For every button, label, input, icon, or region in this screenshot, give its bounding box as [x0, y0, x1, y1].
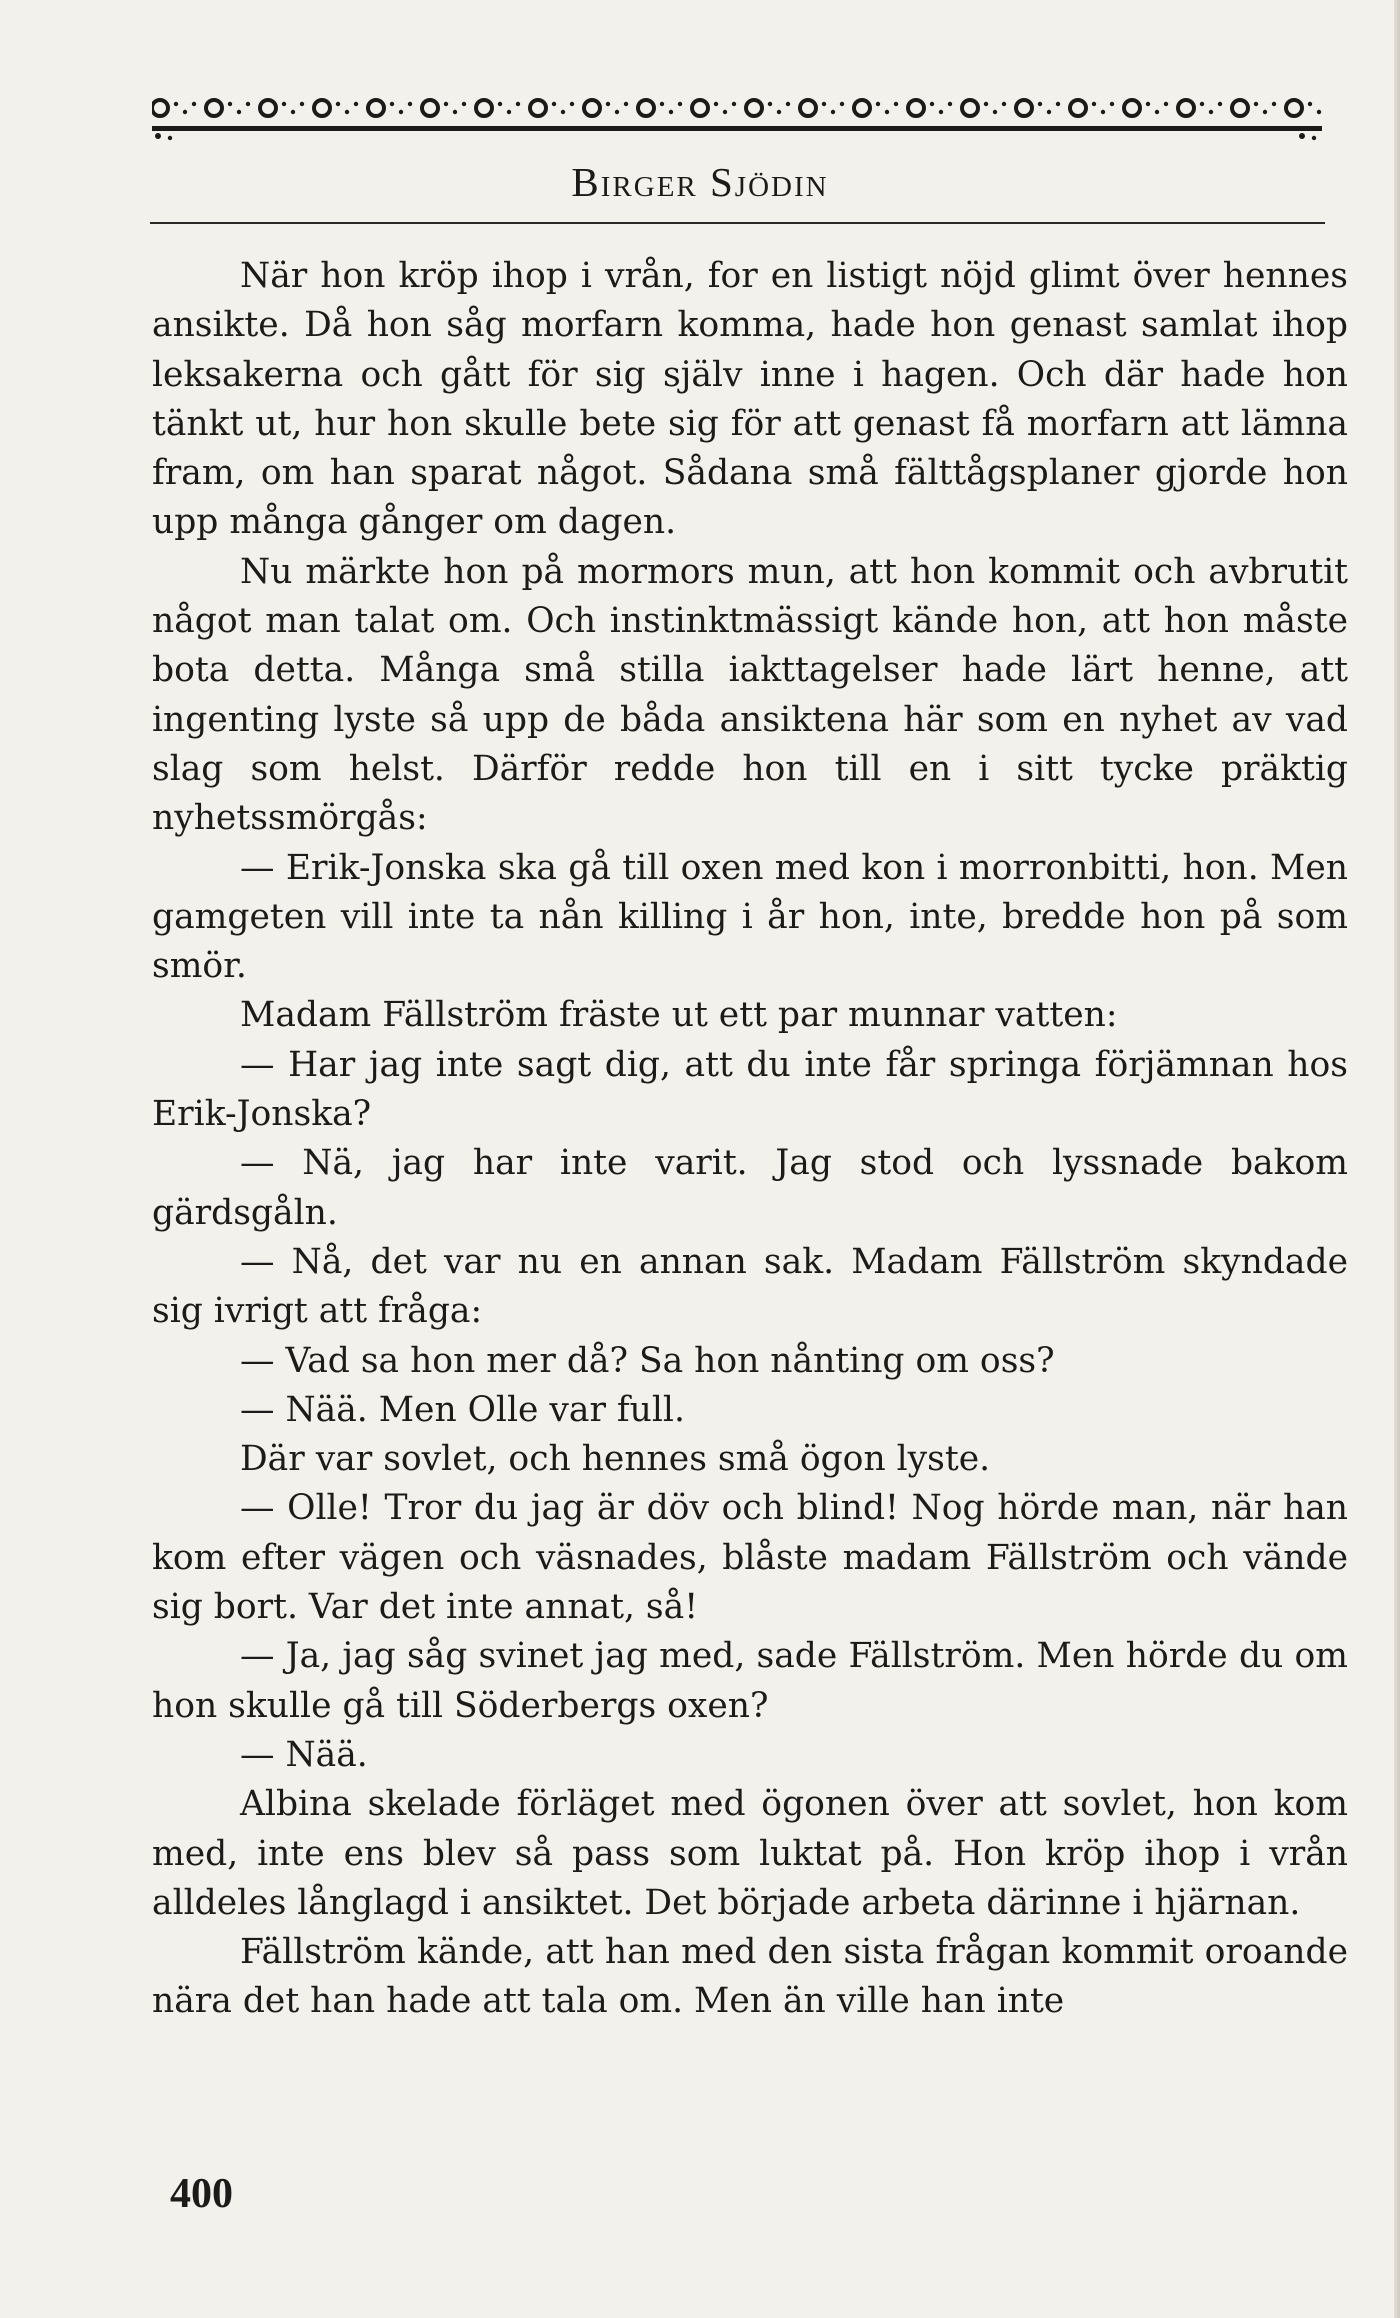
ornament-ring [530, 100, 546, 116]
ornament-dot [1218, 102, 1222, 106]
ornament-ring [854, 100, 870, 116]
ornament-dot [768, 102, 772, 106]
ornament-dot [561, 110, 565, 114]
ornament-band-icon [152, 74, 1322, 144]
body-paragraph: Fällström kände, att han med den sista frågan kommit oroande nära det han hade att tala om. Men än ville han inte [152, 1932, 1348, 2022]
body-paragraph: Albina skelade förläget med ögonen över att sovlet, hon kom med, inte ens blev så pass som luktat på. Hon kröp ihop i vrån alldeles långlagd i ansiktet. Det började arbeta därinne i hjärnan. [152, 1784, 1348, 1923]
ornament-dot [777, 110, 781, 114]
ornament-ring [692, 100, 708, 116]
body-paragraph: Nu märkte hon på mormors mun, att hon kommit och avbrutit något man talat om. Och instinktmässigt kände hon, att hon måste bota detta. Många små stilla iakttagelser hade lärt henne, att ingenting lyste så upp de båda ansiktena här som en nyhet av vad slag som helst. Därför redde hon till en i sitt tycke präktig nyhetssmörgås: [152, 551, 1348, 839]
ornament-dot [885, 110, 889, 114]
ornament-ring [422, 100, 438, 116]
ornament-dot [1317, 110, 1321, 114]
body-paragraph: — Har jag inte sagt dig, att du inte får springa förjämnan hos Erik-Jonska? [152, 1044, 1348, 1135]
ornament-dot [615, 110, 619, 114]
ornament-ring [368, 100, 384, 116]
ornament-dot [174, 102, 178, 106]
ornament-ring [1286, 100, 1302, 116]
ornament-ring [1178, 100, 1194, 116]
ornament-dot [669, 110, 673, 114]
ornament-ring [584, 100, 600, 116]
ornament-dot [192, 102, 196, 106]
ornament-dot [552, 102, 556, 106]
ornament-ring [1232, 100, 1248, 116]
ornament-ring [1016, 100, 1032, 116]
ornament-dot [876, 102, 880, 106]
ornament-dot [444, 102, 448, 106]
ornament-ring [1070, 100, 1086, 116]
ornament-dot [390, 102, 394, 106]
ornament-dot [345, 110, 349, 114]
body-paragraph: Madam Fällström fräste ut ett par munnar vatten: [240, 995, 1118, 1036]
body-paragraph: — Ja, jag såg svinet jag med, sade Fällström. Men hörde du om hon skulle gå till Söderbergs oxen? [152, 1636, 1348, 1726]
ornament-dot [354, 102, 358, 106]
ornament-dot [606, 102, 610, 106]
ornament-dot [237, 110, 241, 114]
ornament-dot [1056, 102, 1060, 106]
ornament-dot [399, 110, 403, 114]
ornament-ring [746, 100, 762, 116]
ornament-dot [822, 102, 826, 106]
page-number: 400 [170, 2171, 233, 2217]
ornament-dot [1002, 102, 1006, 106]
header-rule [150, 222, 1325, 224]
body-paragraph: — Vad sa hon mer då? Sa hon nånting om oss? [240, 1340, 1055, 1381]
ornament-dot [831, 110, 835, 114]
ornament-dot [732, 102, 736, 106]
ornament-dot [1101, 110, 1105, 114]
ornament-ring [908, 100, 924, 116]
ornament-dot [1038, 102, 1042, 106]
ornament-dot [462, 102, 466, 106]
body-paragraph: — Nä, jag har inte varit. Jag stod och lyssnade bakom gärdsgåln. [152, 1143, 1348, 1233]
ornament-dot [993, 110, 997, 114]
ornament-dot [1155, 110, 1159, 114]
body-paragraph: När hon kröp ihop i vrån, for en listigt nöjd glimt över hennes ansikte. Då hon såg morfarn komma, hade hon genast samlat ihop leksakerna och gått för sig själv inne i hagen. Och där hade hon tänkt ut, hur hon skulle bete sig för att genast få morfarn att lämna fram, om han sparat något. Sådana små fälttågsplaner gjorde hon upp många gånger om dagen. [152, 256, 1348, 543]
ornament-dot [516, 102, 520, 106]
ornament-dot [507, 110, 511, 114]
ornament-dot [714, 102, 718, 106]
ornament-dot [1200, 102, 1204, 106]
ornament-dot [291, 110, 295, 114]
body-paragraph: — Nå, det var nu en annan sak. Madam Fällström skyndade sig ivrigt att fråga: [152, 1241, 1348, 1332]
ornament-dot [1272, 102, 1276, 106]
ornament-dot [1047, 110, 1051, 114]
ornament-dot [723, 110, 727, 114]
ornament-dot [660, 102, 664, 106]
ornament-dot [1092, 102, 1096, 106]
ornament-dot [1110, 102, 1114, 106]
ornament-dot [228, 102, 232, 106]
ornament-dot [1164, 102, 1168, 106]
ornament-dot [498, 102, 502, 106]
ornament-dot [624, 102, 628, 106]
ornament-ring [206, 100, 222, 116]
body-paragraph: — Nää. [240, 1734, 368, 1775]
ornament-dot [1209, 110, 1213, 114]
ornament-dot [282, 102, 286, 106]
ornament-dot [300, 102, 304, 106]
body-text [152, 252, 1348, 2027]
body-paragraph: — Erik-Jonska ska gå till oxen med kon i morronbitti, hon. Men gamgeten vill inte ta nån killing i år hon, inte, bredde hon på som smör. [152, 847, 1348, 987]
ornament-ring [314, 100, 330, 116]
ornament-dot [894, 102, 898, 106]
ornament-dot [1254, 102, 1258, 106]
ornament-dot [786, 102, 790, 106]
running-head: Birger Sjödin [571, 159, 829, 205]
ornament-dot [840, 102, 844, 106]
page-edge [1394, 0, 1400, 2318]
ornament-dot [678, 102, 682, 106]
body-paragraph: — Nää. Men Olle var full. [240, 1389, 685, 1430]
ornament-dot [984, 102, 988, 106]
ornament-dot [336, 102, 340, 106]
ornament-ring [638, 100, 654, 116]
ornament-dot [1263, 110, 1267, 114]
ornament-ring [800, 100, 816, 116]
ornament-dot [408, 102, 412, 106]
ornament-dot [183, 110, 187, 114]
ornament-ring [152, 100, 168, 116]
ornament-ring [1124, 100, 1140, 116]
ornament-dot [570, 102, 574, 106]
ornament-ring [476, 100, 492, 116]
ornament-dot [939, 110, 943, 114]
ornament-dot [1146, 102, 1150, 106]
ornament-dot [453, 110, 457, 114]
body-paragraph: — Olle! Tror du jag är döv och blind! Nog hörde man, när han kom efter vägen och väsnades, blåste madam Fällström och vände sig bort. Var det inte annat, så! [152, 1488, 1348, 1628]
body-paragraph: Där var sovlet, och hennes små ögon lyste. [240, 1439, 991, 1480]
ornament-dot [930, 102, 934, 106]
ornament-dot [1308, 102, 1312, 106]
ornament-ring [260, 100, 276, 116]
ornament-dot [246, 102, 250, 106]
ornament-dot [948, 102, 952, 106]
ornament-ring [962, 100, 978, 116]
